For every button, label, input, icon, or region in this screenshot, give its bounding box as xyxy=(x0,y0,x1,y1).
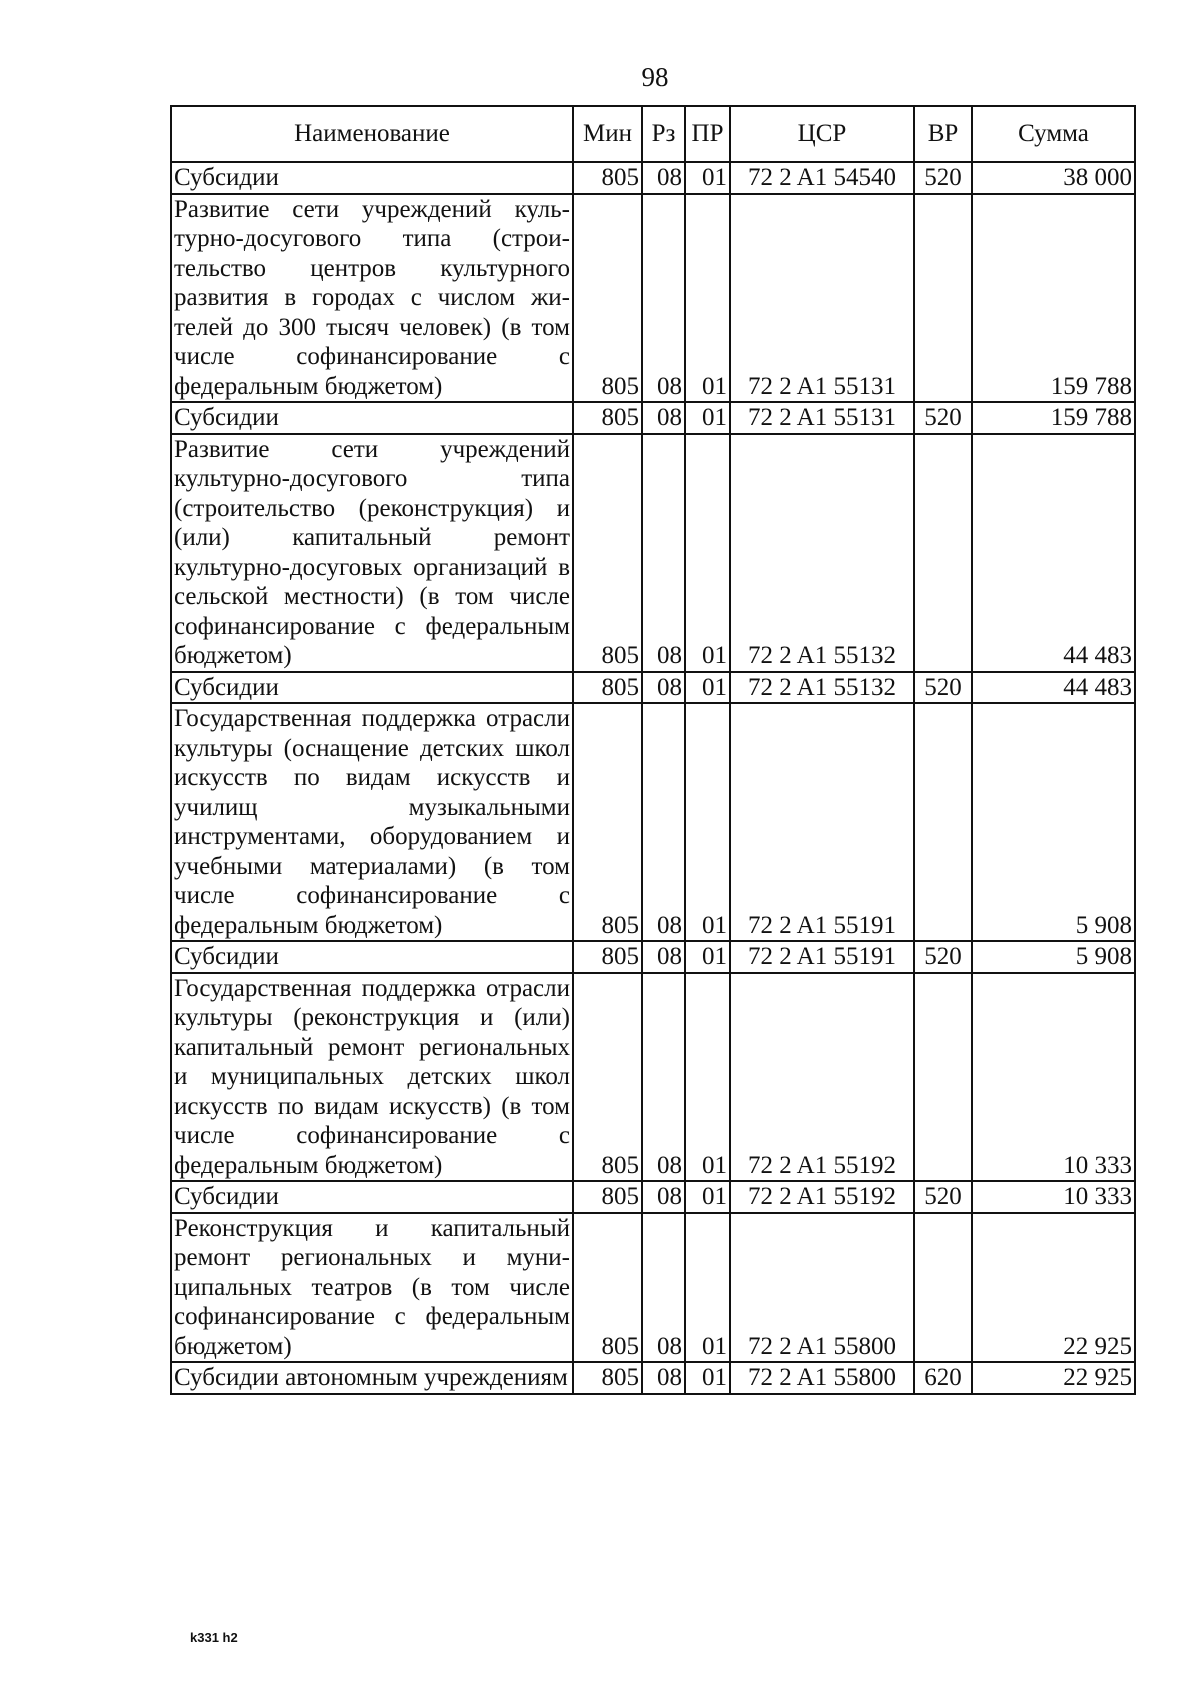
row-csr: 72 2 A1 55131 xyxy=(730,402,914,434)
row-csr: 72 2 A1 55800 xyxy=(730,1213,914,1363)
header-sum: Сумма xyxy=(972,106,1135,162)
page-number: 98 xyxy=(641,62,669,92)
row-name: Субсидии xyxy=(171,941,573,973)
table-header-row xyxy=(171,106,1135,162)
table-row xyxy=(171,1362,1135,1394)
row-sum: 10 333 xyxy=(972,1181,1135,1213)
row-vr: 520 xyxy=(914,672,972,704)
row-min: 805 xyxy=(573,194,642,403)
table-row xyxy=(171,194,1135,403)
row-rz: 08 xyxy=(642,672,685,704)
row-vr: 520 xyxy=(914,402,972,434)
row-min: 805 xyxy=(573,672,642,704)
table-row xyxy=(171,434,1135,672)
header-min: Мин xyxy=(573,106,642,162)
row-name: Реконструкция и капитальный ремонт региональных и муниципальных театров (в том числе софинансирование с федеральным бюджетом) xyxy=(171,1213,573,1363)
row-csr: 72 2 A1 54540 xyxy=(730,162,914,194)
row-sum: 22 925 xyxy=(972,1362,1135,1394)
row-csr: 72 2 A1 55192 xyxy=(730,973,914,1182)
row-vr xyxy=(914,703,972,941)
row-min: 805 xyxy=(573,434,642,672)
row-csr: 72 2 A1 55132 xyxy=(730,434,914,672)
row-min: 805 xyxy=(573,1213,642,1363)
table-row xyxy=(171,402,1135,434)
row-csr: 72 2 A1 55131 xyxy=(730,194,914,403)
row-rz: 08 xyxy=(642,1213,685,1363)
table-row xyxy=(171,973,1135,1182)
row-sum: 5 908 xyxy=(972,941,1135,973)
table-row xyxy=(171,1213,1135,1363)
table-row xyxy=(171,1181,1135,1213)
row-vr: 520 xyxy=(914,1181,972,1213)
row-rz: 08 xyxy=(642,434,685,672)
row-pr: 01 xyxy=(685,973,730,1182)
row-pr: 01 xyxy=(685,703,730,941)
row-vr: 520 xyxy=(914,941,972,973)
header-vr: ВР xyxy=(914,106,972,162)
row-csr: 72 2 A1 55132 xyxy=(730,672,914,704)
header-pr: ПР xyxy=(685,106,730,162)
header-name: Наименование xyxy=(171,106,573,162)
row-sum: 10 333 xyxy=(972,973,1135,1182)
row-rz: 08 xyxy=(642,1181,685,1213)
row-rz: 08 xyxy=(642,703,685,941)
budget-table xyxy=(170,105,1136,1395)
row-min: 805 xyxy=(573,162,642,194)
row-vr xyxy=(914,434,972,672)
row-name: Субсидии автономным учреждениям xyxy=(171,1362,573,1394)
row-pr: 01 xyxy=(685,1181,730,1213)
row-csr: 72 2 A1 55191 xyxy=(730,703,914,941)
row-csr: 72 2 A1 55800 xyxy=(730,1362,914,1394)
row-pr: 01 xyxy=(685,941,730,973)
row-rz: 08 xyxy=(642,941,685,973)
document-code: k331 h2 xyxy=(190,1630,238,1645)
row-rz: 08 xyxy=(642,194,685,403)
row-min: 805 xyxy=(573,941,642,973)
row-name: Субсидии xyxy=(171,1181,573,1213)
row-pr: 01 xyxy=(685,162,730,194)
row-min: 805 xyxy=(573,703,642,941)
row-min: 805 xyxy=(573,973,642,1182)
row-vr xyxy=(914,1213,972,1363)
header-csr: ЦСР xyxy=(730,106,914,162)
table-row xyxy=(171,941,1135,973)
row-pr: 01 xyxy=(685,402,730,434)
row-sum: 5 908 xyxy=(972,703,1135,941)
row-name: Развитие сети учреждений культурно-досугового типа (строительство (реконструкция) и (или) капитальный ремонт культурно-досуговых организаций в сельской местности) (в том числе софинансирование с федеральным бюджетом) xyxy=(171,434,573,672)
row-rz: 08 xyxy=(642,973,685,1182)
row-rz: 08 xyxy=(642,1362,685,1394)
row-rz: 08 xyxy=(642,162,685,194)
row-name: Развитие сети учреждений культурно-досугового типа (строительство центров культурного развития в городах с числом жителей до 300 тысяч человек) (в том числе софинансирование с федеральным бюджетом) xyxy=(171,194,573,403)
row-pr: 01 xyxy=(685,194,730,403)
row-sum: 22 925 xyxy=(972,1213,1135,1363)
row-sum: 38 000 xyxy=(972,162,1135,194)
row-sum: 44 483 xyxy=(972,672,1135,704)
row-name: Государственная поддержка отрасли культуры (оснащение детских школ искусств по видам искусств и училищ музыкальными инструментами, оборудованием и учебными материалами) (в том числе софинансирование с федеральным бюджетом) xyxy=(171,703,573,941)
row-pr: 01 xyxy=(685,434,730,672)
row-csr: 72 2 A1 55191 xyxy=(730,941,914,973)
header-rz: Рз xyxy=(642,106,685,162)
row-vr xyxy=(914,973,972,1182)
row-sum: 159 788 xyxy=(972,194,1135,403)
row-pr: 01 xyxy=(685,1213,730,1363)
row-name: Субсидии xyxy=(171,672,573,704)
table-row xyxy=(171,672,1135,704)
row-vr: 520 xyxy=(914,162,972,194)
row-vr: 620 xyxy=(914,1362,972,1394)
row-min: 805 xyxy=(573,402,642,434)
table-row xyxy=(171,703,1135,941)
row-min: 805 xyxy=(573,1181,642,1213)
row-pr: 01 xyxy=(685,1362,730,1394)
row-sum: 44 483 xyxy=(972,434,1135,672)
table-row xyxy=(171,162,1135,194)
row-rz: 08 xyxy=(642,402,685,434)
row-csr: 72 2 A1 55192 xyxy=(730,1181,914,1213)
row-name: Субсидии xyxy=(171,402,573,434)
row-pr: 01 xyxy=(685,672,730,704)
row-vr xyxy=(914,194,972,403)
row-name: Субсидии xyxy=(171,162,573,194)
row-min: 805 xyxy=(573,1362,642,1394)
row-sum: 159 788 xyxy=(972,402,1135,434)
row-name: Государственная поддержка отрасли культуры (реконструкция и (или) капитальный ремонт региональных и муниципальных детских школ искусств по видам искусств) (в том числе софинансирование с федеральным бюджетом) xyxy=(171,973,573,1182)
